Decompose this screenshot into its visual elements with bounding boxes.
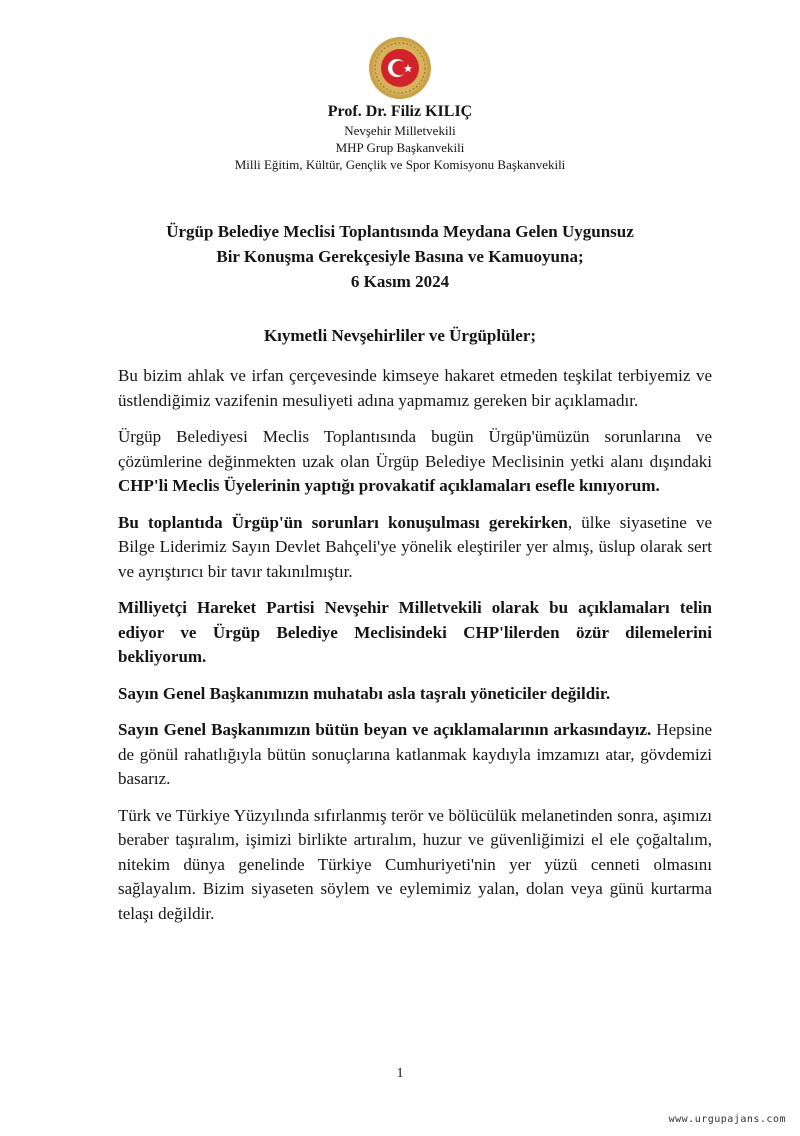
paragraph-3-bold: Bu toplantıda Ürgüp'ün sorunları konuşulması gerekirken	[118, 512, 568, 532]
paragraph-4-bold: Milliyetçi Hareket Partisi Nevşehir Milletvekili olarak bu açıklamaları telin ediyor ve Ürgüp Belediye Meclisindeki CHP'lilerden özür dilemelerini bekliyorum.	[118, 598, 712, 666]
source-watermark: www.urgupajans.com	[668, 1114, 786, 1125]
page-number: 1	[396, 1066, 404, 1081]
paragraph-7: Türk ve Türkiye Yüzyılında sıfırlanmış terör ve bölücülük melanetinden sonra, aşımızı beraber taşıralım, işimizi birlikte artıralım, huzur ve güvenliğimizi el ele çoğaltalım, nitekim dünya genelinde Türkiye Cumhuriyeti'nin yer yüzü cenneti olmasını sağlayalım. Bizim siyaseten söylem ve eylemimiz yalan, dolan veya günü kurtarma telaşı değildir.	[118, 805, 712, 923]
paragraph-2-bold: CHP'li Meclis Üyelerinin yaptığı provakatif açıklamaları esefle kınıyorum.	[118, 476, 660, 495]
author-title-2: MHP Grup Başkanvekili	[335, 140, 465, 155]
paragraph-5	[118, 682, 712, 707]
paragraph-3-text: , ülke siyasetine ve Bilge Liderimiz Sayın Devlet Bahçeli'ye yönelik eleştiriler yer almış, üslup olarak sert ve ayrıştırıcı bir tavır takınılmıştır.	[118, 512, 712, 581]
paragraph-5-bold: Sayın Genel Başkanımızın muhatabı asla taşralı yöneticiler değildir.	[118, 683, 611, 703]
author-name: Prof. Dr. Filiz KILIÇ	[327, 103, 473, 120]
paragraph-2-text: Ürgüp Belediyesi Meclis Toplantısında bugün Ürgüp'ümüzün sorunlarına ve çözümlerine değinmekten uzak olan Ürgüp Belediye Meclisinin yetki alanı dışındaki	[118, 427, 712, 471]
paragraph-2	[118, 425, 712, 499]
paragraph-6	[118, 718, 712, 792]
document-body	[118, 364, 712, 938]
title-line-1: Ürgüp Belediye Meclisi Toplantısında Meydana Gelen Uygunsuz	[166, 222, 634, 241]
paragraph-4	[118, 596, 712, 670]
paragraph-1: Bu bizim ahlak ve irfan çerçevesinde kimseye hakaret etmeden teşkilat terbiyemiz ve üstlendiğimiz vazifenin mesuliyeti adına yapmamız gereken bir açıklamadır.	[118, 366, 712, 410]
letterhead	[0, 102, 800, 173]
greeting: Kıymetli Nevşehirliler ve Ürgüplüler;	[263, 326, 537, 345]
author-title-3: Milli Eğitim, Kültür, Gençlik ve Spor Komisyonu Başkanvekili	[234, 157, 566, 172]
paragraph-6-bold: Sayın Genel Başkanımızın bütün beyan ve açıklamalarının arkasındayız.	[118, 720, 652, 739]
document-title	[0, 219, 800, 294]
parliament-seal-icon	[368, 36, 432, 100]
title-line-2: Bir Konuşma Gerekçesiyle Basına ve Kamuoyuna;	[216, 247, 584, 266]
author-title-1: Nevşehir Milletvekili	[344, 123, 456, 138]
paragraph-3	[118, 511, 712, 585]
title-date: 6 Kasım 2024	[350, 272, 450, 291]
paragraph-6-text: Hepsine de gönül rahatlığıyla bütün sonuçlarına katlanmak kaydıyla imzamızı atar, gövdemizi basarız.	[118, 720, 713, 788]
